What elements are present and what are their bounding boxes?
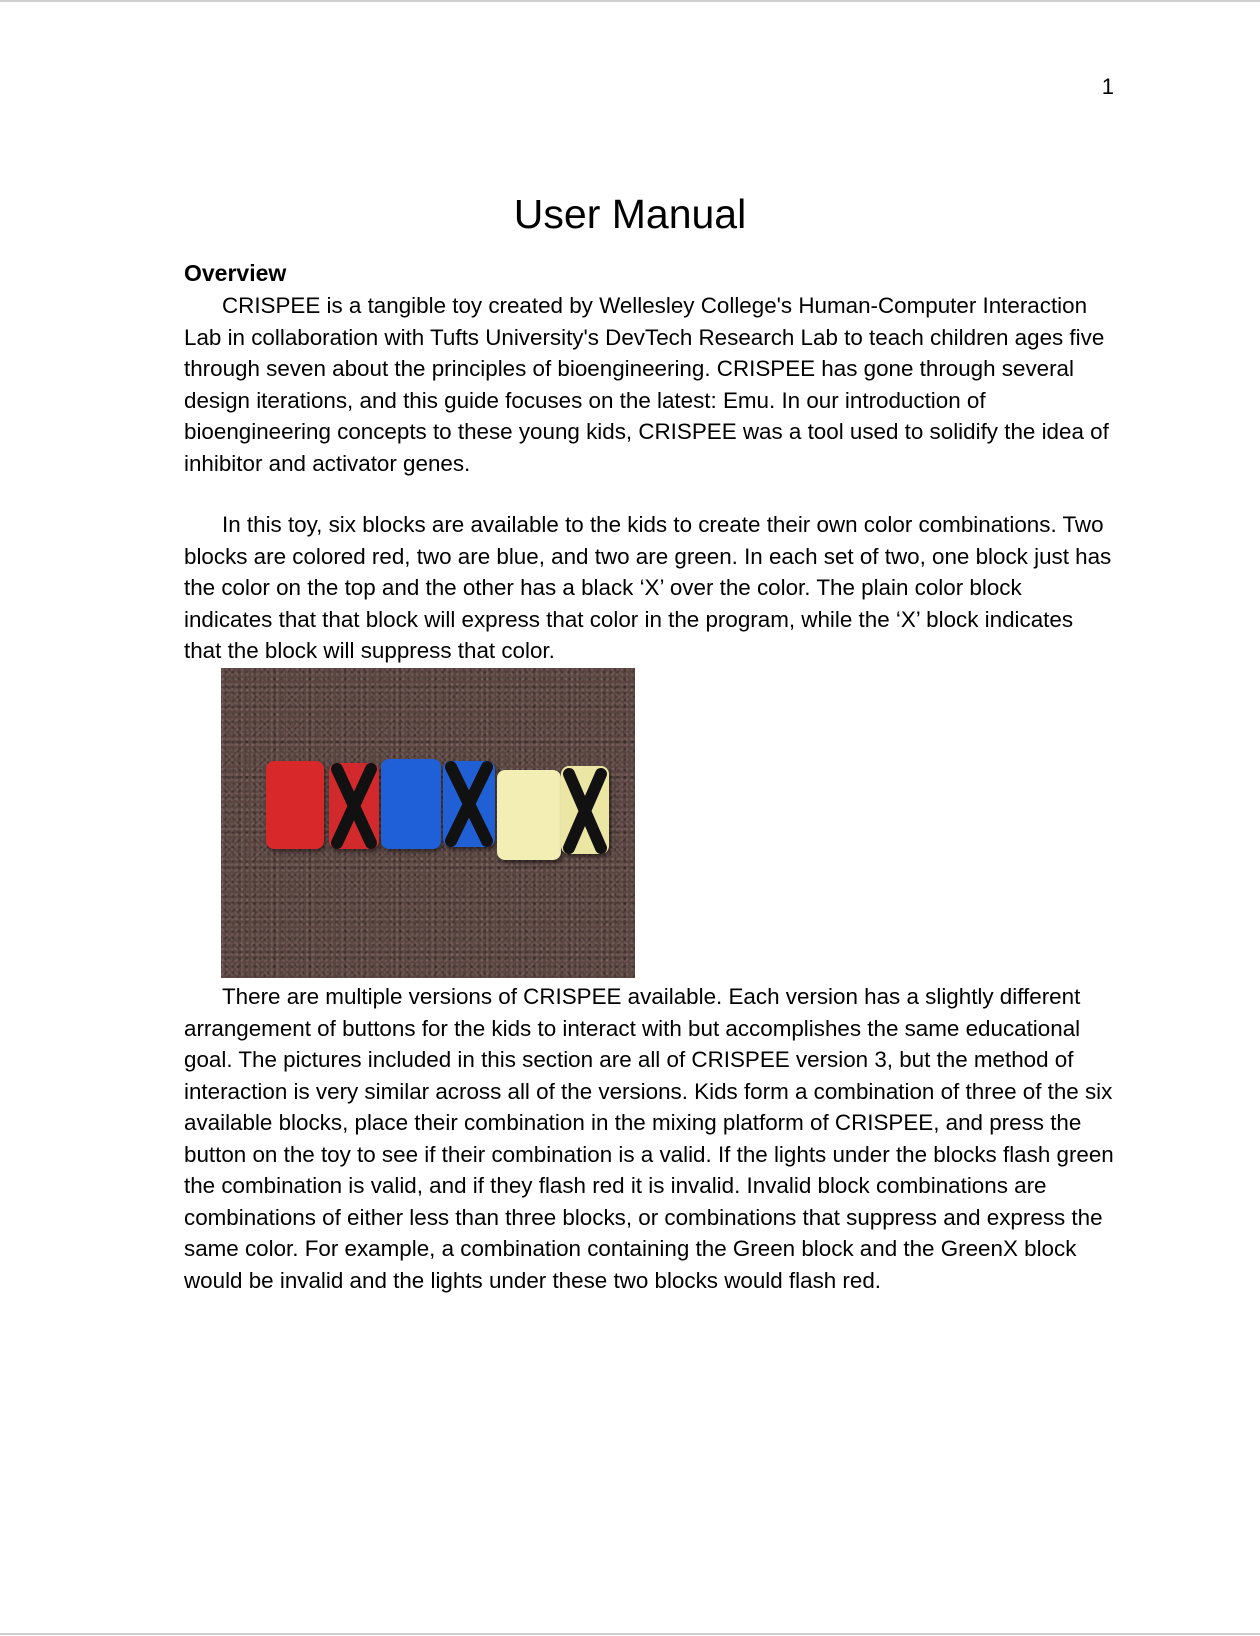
crispee-blocks-photo (221, 668, 635, 978)
block-red-x (329, 763, 379, 849)
page-bottom-border (0, 1633, 1260, 1635)
overview-paragraph-3: There are multiple versions of CRISPEE available. Each version has a slightly different arrangement of buttons for the kids to interact with but accomplishes the same educational goal. The pictures included in this section are all of CRISPEE version 3, but the method of interaction is very similar across all of the versions. Kids form a combination of three of the six available blocks, place their combination in the mixing platform of CRISPEE, and press the button on the toy to see if their combination is a valid. If the lights under the blocks flash green the combination is valid, and if they flash red it is invalid. Invalid block combinations are combinations of either less than three blocks, or combinations that suppress and express the same color. For example, a combination containing the Green block and the GreenX block would be invalid and the lights under these two blocks would flash red. (184, 984, 1114, 1293)
document-title: User Manual (513, 191, 747, 237)
overview-paragraph-1: CRISPEE is a tangible toy created by Wellesley College's Human-Computer Interaction Lab in collaboration with Tufts University's DevTech Research Lab to teach children ages five through seven about the principles of bioengineering. CRISPEE has gone through several design iterations, and this guide focuses on the latest: Emu. In our introduction of bioengineering concepts to these young kids, CRISPEE was a tool used to solidify the idea of inhibitor and activator genes. (184, 293, 1109, 476)
page-top-border (0, 0, 1260, 2)
block-plain (497, 770, 561, 860)
block-red (266, 761, 324, 849)
overview-paragraph-2: In this toy, six blocks are available to the kids to create their own color combinations. Two blocks are colored red, two are blue, and two are green. In each set of two, one block just has the color on the top and the other has a black ‘X’ over the color. The plain color block indicates that that block will express that color in the program, while the ‘X’ block indicates that the block will suppress that color. (184, 512, 1112, 663)
x-mark-icon (443, 761, 495, 847)
page-number: 1 (1101, 74, 1114, 99)
x-mark-icon (329, 763, 379, 849)
block-blue-x (443, 761, 495, 847)
x-mark-icon (561, 766, 609, 854)
block-blue (381, 759, 441, 849)
block-plain-x (561, 766, 609, 854)
overview-heading: Overview (184, 260, 287, 286)
